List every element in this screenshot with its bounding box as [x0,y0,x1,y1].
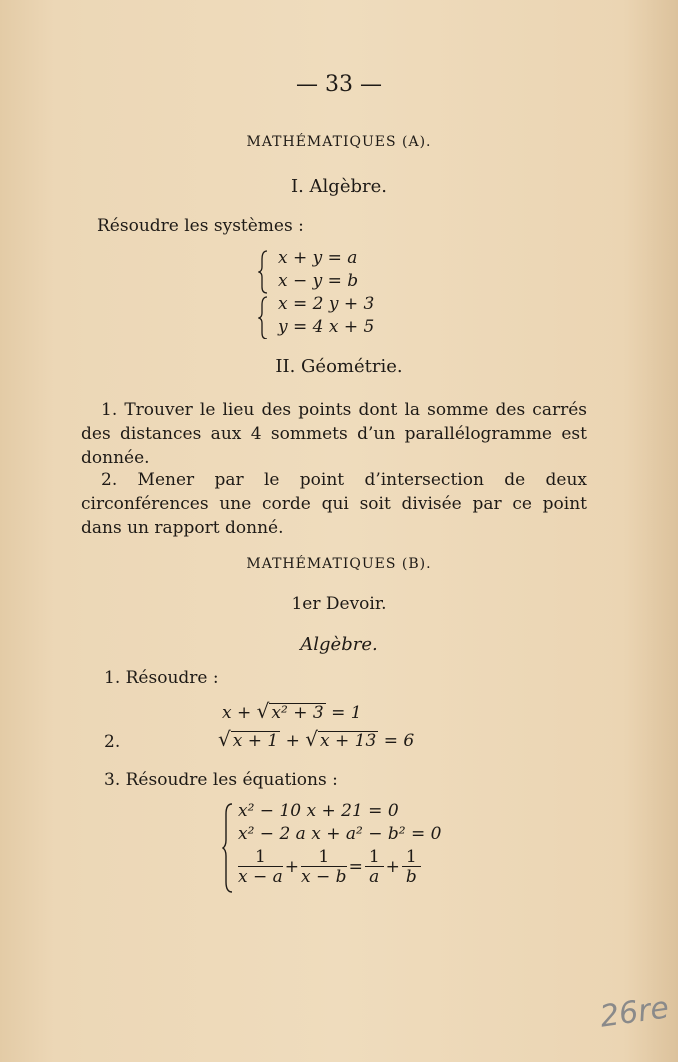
fraction: $\frac{1}{x - b}$ [301,847,347,887]
handwritten-annotation: 26re [597,990,672,1035]
systems-intro: Résoudre les systèmes : [97,216,304,236]
system-line: x² − 10 x + 21 = 0 [238,801,399,821]
system-line: x − y = b [278,271,359,291]
section-b-header: MATHÉMATIQUES (B). [246,556,432,572]
system-line: x = 2 y + 3 [278,294,375,314]
system-line: y = 4 x + 5 [278,317,375,337]
brace-glyph [222,802,234,894]
devoir-title: 1er Devoir. [291,594,387,614]
geometry-problem-1: 1. Trouver le lieu des points dont la somme des carrés des distances aux 4 sommets d’un parallélogramme est donnée. [81,400,587,468]
algebra-title-a: I. Algèbre. [291,176,387,197]
fraction: $\frac{1}{a}$ [365,848,384,887]
equation-1: x + √ x² + 3 = 1 [222,699,362,723]
fraction: $\frac{1}{x - a}$ [238,847,283,887]
radical: x² + 3 [271,703,324,723]
question-2-number: 2. [104,732,121,752]
system-line: x + y = a [278,248,358,268]
page-number: — 33 — [296,72,382,97]
radical: x + 1 [232,731,279,751]
geometry-problem-2: 2. Mener par le point d’intersection de deux circonférences une corde qui soit divisée par ce point dans un rapport donné. [81,470,587,538]
equation-2: √ x + 1 + √ x + 13 = 6 [218,727,415,751]
fraction-equation: $\frac{1}{x - a}$ + $\frac{1}{x - b}$ = $\frac{1}{a}$ + $\frac{1}{b}$ [222,848,441,887]
system-line: x² − 2 a x + a² − b² = 0 [238,824,442,844]
fraction: $\frac{1}{b}$ [402,848,421,887]
brace-glyph [258,249,270,339]
equation-system-a [258,247,374,339]
algebra-title-b: Algèbre. [300,634,378,655]
radical: x + 13 [320,731,377,751]
question-1: 1. Résoudre : [104,668,219,688]
question-3: 3. Résoudre les équations : [104,770,338,790]
equation-system-b [222,800,441,887]
geometry-title: II. Géométrie. [275,356,403,377]
section-a-header: MATHÉMATIQUES (A). [246,134,432,150]
